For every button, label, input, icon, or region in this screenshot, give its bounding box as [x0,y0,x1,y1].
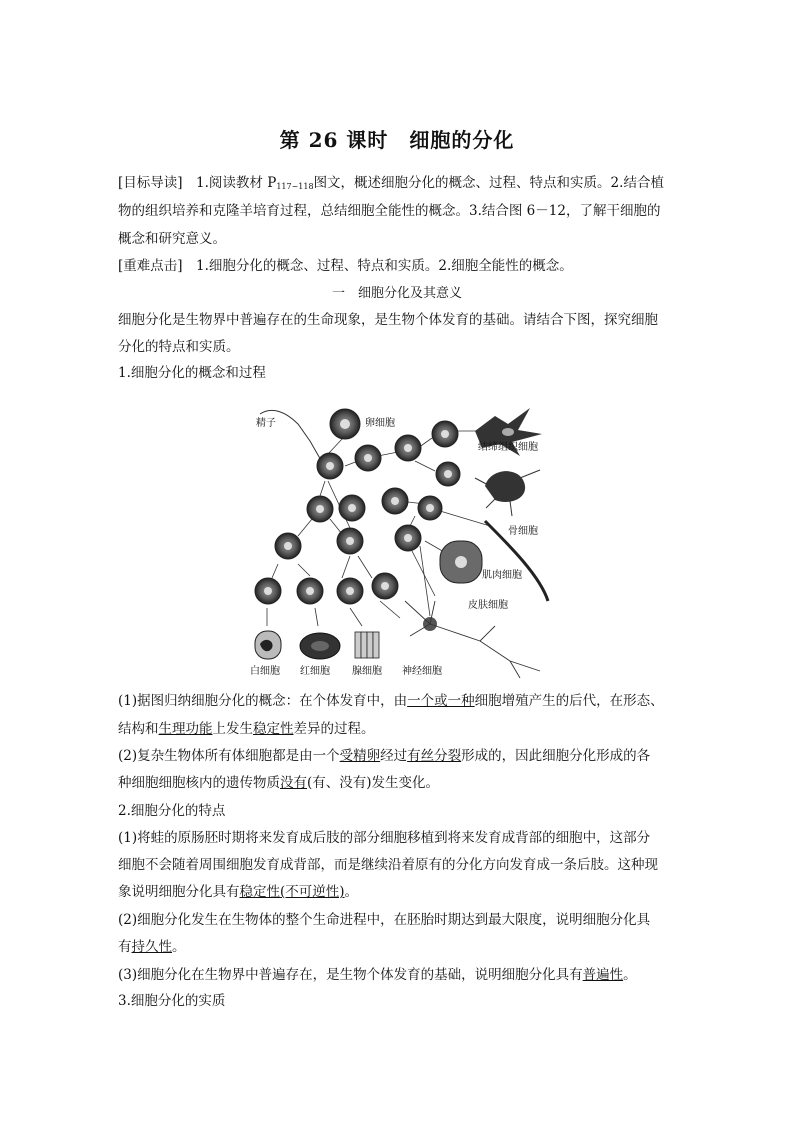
answer-blank: 一个或一种 [407,693,475,709]
objectives-line-2: 物的组织培养和克隆羊培育过程，总结细胞全能性的概念。3.结合图 6－12，了解干细胞的 [118,203,661,219]
answer-blank: 稳定性 [253,721,294,737]
label-rbc: 红细胞 [300,666,330,677]
f1-line-1: (1)将蛙的原肠胚时期将来发育成后肢的部分细胞移植到将来发育成背部的细胞中，这部分 [118,830,651,846]
answer-blank: 生理功能 [158,721,213,737]
keypoints: [重难点击] 1.细胞分化的概念、过程、特点和实质。2.细胞全能性的概念。 [118,258,573,274]
keypoints-tag: [重难点击] [118,258,183,274]
f2-line-1: (2)细胞分化发生在生物体的整个生命进程中，在胚胎时期达到最大限度，说明细胞分化具 [118,912,651,928]
objectives-line-3: 概念和研究意义。 [118,231,226,247]
label-muscle: 肌肉细胞 [482,570,522,581]
objectives-tag: [目标导读] [118,175,183,191]
f1-line-2: 细胞不会随着周围细胞发育成背部，而是继续沿着原有的分化方向发育成一条后肢。这种现 [118,857,658,873]
f2-line-2: 有持久性。 [118,939,186,955]
q1-line-2: 结构和生理功能上发生稳定性差异的过程。 [118,721,375,737]
answer-blank: 受精卵 [339,748,381,764]
gland-cell [355,632,379,658]
q2-line-2: 种细胞细胞核内的遗传物质没有(有、没有)发生变化。 [118,775,440,791]
heading-essence: 3.细胞分化的实质 [118,993,226,1009]
q1-line-1: (1)据图归纳细胞分化的概念：在个体发育中，由一个或一种细胞增殖产生的后代，在形态、 [118,693,664,709]
label-bone: 骨细胞 [508,526,538,537]
label-gland: 腺细胞 [352,666,382,677]
f3-line: (3)细胞分化在生物界中普遍存在，是生物个体发育的基础，说明细胞分化具有普遍性。 [118,967,637,983]
wbc-cell [255,631,281,659]
q2-line-1: (2)复杂生物体所有体细胞都是由一个受精卵经过有丝分裂形成的，因此细胞分化形成的各 [118,748,651,764]
heading-features: 2.细胞分化的特点 [118,803,226,819]
answer-blank: 没有 [280,775,307,791]
label-sperm: 精子 [256,418,276,429]
label-skin: 皮肤细胞 [468,600,508,611]
intro-line-1: 细胞分化是生物界中普遍存在的生命现象，是生物个体发育的基础。请结合下图，探究细胞 [118,312,658,328]
objectives-line-1: [目标导读] 1.阅读教材 $P_{117\sim 118}$图文，概述细胞分化的概念、过程、特点和实质。2.结合植 [118,175,664,191]
intro-line-2: 分化的特点和实质。 [118,339,240,355]
f1-line-3: 象说明细胞分化具有稳定性(不可逆性)。 [118,884,359,900]
answer-blank: 稳定性(不可逆性) [239,884,345,900]
page-title: 第 26 课时 细胞的分化 [279,128,515,152]
cells [255,409,482,604]
answer-blank: 普遍性 [582,967,624,983]
cell-differentiation-figure [250,386,550,686]
label-nerve: 神经细胞 [402,666,442,677]
answer-blank: 有丝分裂 [407,748,462,764]
section-heading: 一 细胞分化及其意义 [331,286,462,301]
label-connective: 结缔组织细胞 [478,442,538,453]
label-wbc: 白细胞 [250,666,280,677]
label-egg: 卵细胞 [365,418,395,429]
answer-blank: 持久性 [131,939,172,955]
heading-concept: 1.细胞分化的概念和过程 [118,365,266,381]
